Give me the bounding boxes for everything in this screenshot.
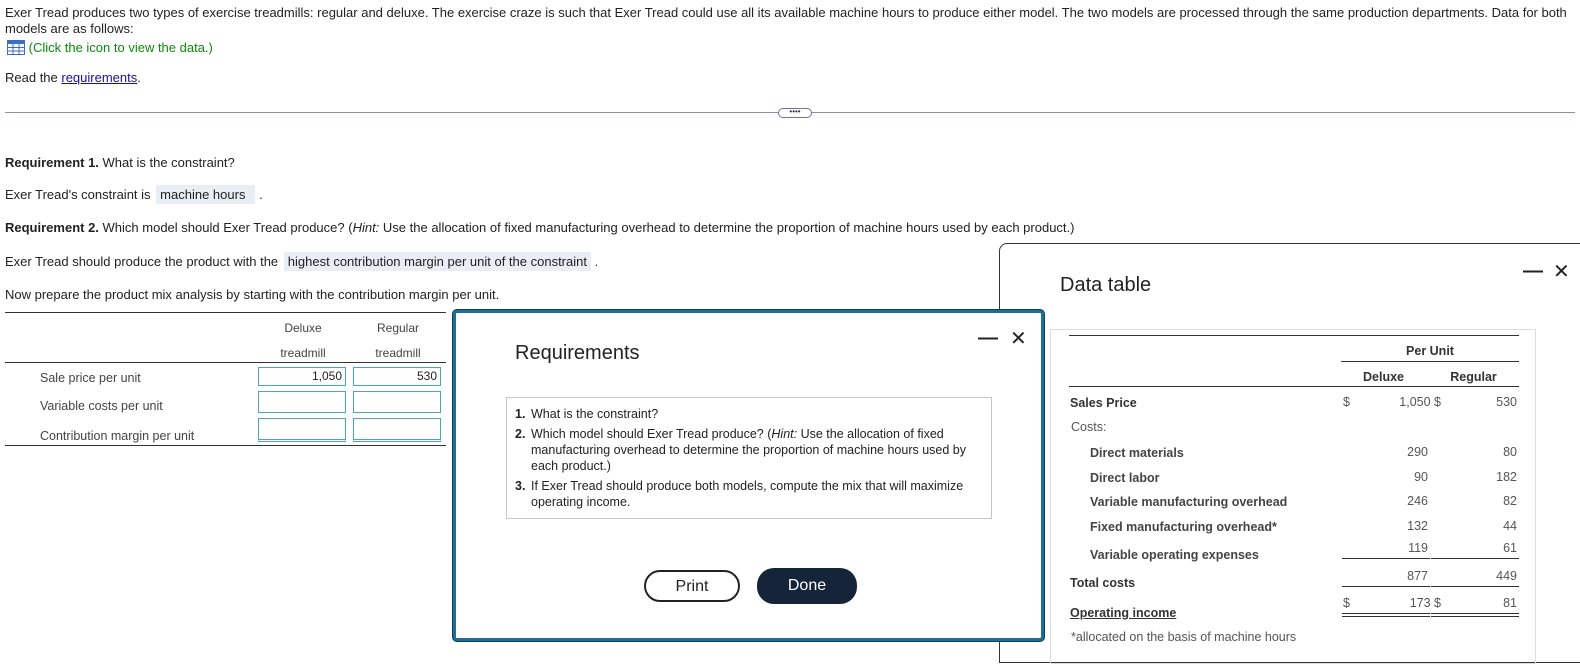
requirement-text: If Exer Tread should produce both models, compute the mix that will maximize operating income. [531,479,964,509]
req2-answer [5,254,598,269]
mix-bottom-rule [5,445,446,446]
requirement-number: 3. [515,479,526,493]
deluxe-contribution-margin-input[interactable] [258,418,346,442]
req2-answer-prefix: Exer Tread should produce the product with the [5,254,279,269]
read-requirements [5,70,141,85]
dt-row-label: Direct materials [1090,446,1184,460]
dt-subtotal-rule-deluxe [1342,558,1430,559]
dt-row-label: Variable manufacturing overhead [1090,495,1288,509]
dt-row-deluxe: 119 [1408,541,1428,555]
dt-sales-price-currency: $ [1343,395,1350,409]
dt-row-regular: 80 [1503,445,1517,459]
intro-line-1: Exer Tread produces two types of exercise treadmills: regular and deluxe. The exercise craze is such that Exer Tread could use all its available machine hours to produce either model. The two models are processed through the same production departments. Data for both [5,5,1567,20]
row-label-sale-price: Sale price per unit [40,371,141,385]
requirement-item [515,426,983,474]
col-regular-header-2: treadmill [375,346,421,360]
row-label-variable-costs: Variable costs per unit [40,399,163,413]
data-link[interactable] [7,40,213,58]
dt-total-rule-deluxe [1342,586,1430,587]
dt-total-label: Total costs [1070,576,1136,590]
req1-answer [5,187,263,202]
req2-hint: Hint: [352,220,380,235]
done-button[interactable]: Done [757,568,857,604]
regular-variable-costs-input[interactable] [353,391,441,413]
dt-row-deluxe: 246 [1407,494,1428,508]
dt-total-regular: 449 [1496,569,1517,583]
dt-sales-price-deluxe: 1,050 $ [1399,395,1441,409]
dt-col-deluxe: Deluxe [1363,370,1404,384]
mix-header-rule [5,362,446,363]
dt-row-regular: 61 [1503,541,1517,555]
dt-row-deluxe: 132 [1407,519,1428,533]
dt-operating-income-label: Operating income [1070,606,1177,620]
requirement-number: 2. [515,427,526,441]
req2-answer-suffix: . [594,254,599,269]
dt-row-deluxe: 290 [1407,445,1428,459]
req2-text-b: Use the allocation of fixed manufacturing overhead to determine the proportion of machine hours used by each product.) [379,220,1075,235]
req2-question [5,220,1075,235]
criterion-dropdown[interactable]: highest contribution margin per unit of the constraint [284,252,591,271]
requirement-text-a: Which model should Exer Tread produce? ( [531,427,772,441]
regular-sale-price-input[interactable]: 530 [353,367,441,386]
read-prefix: Read the [5,70,62,85]
req1-text: What is the constraint? [98,155,235,170]
requirement-text: What is the constraint? [531,407,659,421]
dt-row-regular: 182 [1496,470,1517,484]
dt-footnote: *allocated on the basis of machine hours [1071,630,1297,644]
req1-question [5,155,235,170]
table-grid-icon[interactable] [7,40,25,58]
requirement-number: 1. [515,407,526,421]
data-minimize-button[interactable]: — [1523,260,1543,282]
requirements-list [506,397,992,519]
req-minimize-button[interactable]: — [978,327,998,349]
dt-row-label: Direct labor [1090,471,1160,485]
dt-sales-price-regular: 530 [1496,395,1517,409]
dt-costs-label: Costs: [1071,420,1107,434]
requirement-hint: Hint: [771,427,798,441]
col-deluxe-header-2: treadmill [280,346,326,360]
req1-answer-suffix: . [259,187,263,202]
deluxe-sale-price-input[interactable]: 1,050 [258,367,346,386]
dt-subtotal-rule-regular [1431,558,1519,559]
data-table-panel [1050,329,1536,664]
data-table-modal [999,243,1580,663]
dt-col-regular: Regular [1450,370,1497,384]
requirements-modal [453,310,1044,641]
dt-row-label: Variable operating expenses [1090,548,1259,562]
row-label-contribution-margin: Contribution margin per unit [40,429,195,443]
data-table-title: Data table [1060,274,1152,296]
constraint-dropdown[interactable]: machine hours [156,185,255,204]
read-suffix: . [137,70,141,85]
dt-header-rule [1069,386,1519,387]
regular-contribution-margin-input[interactable] [353,418,441,442]
dt-top-rule [1069,335,1519,336]
dt-per-unit-header: Per Unit [1406,344,1454,358]
deluxe-variable-costs-input[interactable] [258,391,346,413]
dt-sales-price-label: Sales Price [1070,396,1137,410]
requirement-item [515,478,983,510]
expand-handle[interactable]: •••• [778,108,812,118]
dt-operating-deluxe: 173 $ [1409,596,1441,610]
dt-total-deluxe: 877 [1407,569,1428,583]
requirement-item [515,406,983,422]
req-close-button[interactable]: ✕ [1010,328,1027,350]
data-link-text[interactable]: (Click the icon to view the data.) [28,40,213,55]
col-deluxe-header-1: Deluxe [284,321,322,335]
dt-per-unit-rule [1341,361,1519,362]
prepare-instruction: Now prepare the product mix analysis by starting with the contribution margin per unit. [5,287,500,302]
dt-total-rule-regular [1431,586,1519,587]
dt-row-deluxe: 90 [1414,470,1428,484]
req1-answer-prefix: Exer Tread's constraint is [5,187,151,202]
requirements-link[interactable]: requirements [61,70,138,85]
intro-line-2: models are as follows: [5,21,134,36]
dt-operating-regular: 81 [1503,596,1517,610]
dt-operating-double-rule-deluxe [1342,613,1430,617]
dt-row-label: Fixed manufacturing overhead* [1090,520,1277,534]
dt-row-regular: 44 [1503,519,1517,533]
req2-text-a: Which model should Exer Tread produce? ( [98,220,353,235]
print-button[interactable]: Print [644,570,740,602]
dt-operating-double-rule-regular [1431,613,1519,617]
dt-row-regular: 82 [1503,494,1517,508]
req2-label: Requirement 2. [5,220,99,235]
mix-table-top-rule [5,312,446,313]
req1-label: Requirement 1. [5,155,99,170]
requirement-text-b: Use the allocation of fixed manufacturing overhead to determine the proportion of machine hours used by each product.) [531,427,966,473]
requirements-title: Requirements [515,342,640,364]
dt-operating-currency: $ [1343,596,1350,610]
data-close-button[interactable]: ✕ [1553,261,1570,283]
col-regular-header-1: Regular [376,321,420,335]
